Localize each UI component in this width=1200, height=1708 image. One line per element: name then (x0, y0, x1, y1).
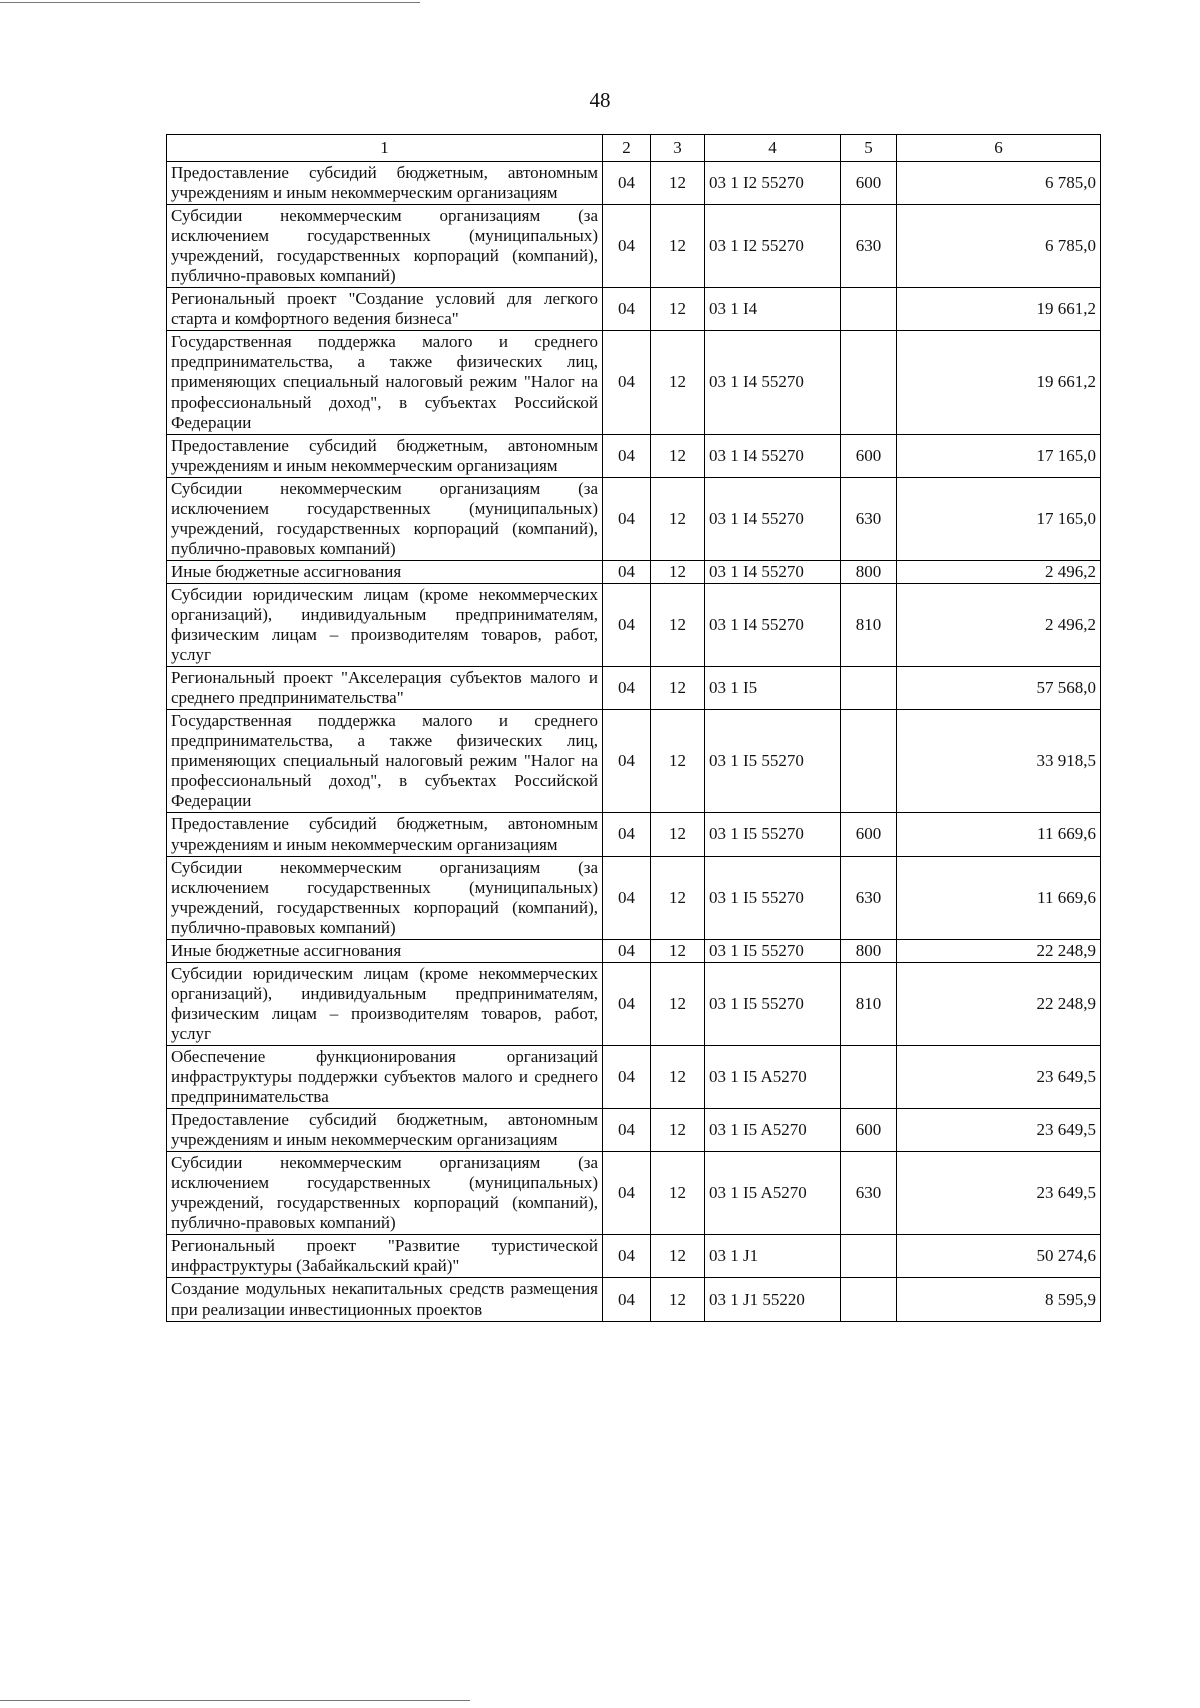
section-code: 04 (603, 288, 651, 331)
row-name: Государственная поддержка малого и среднего предпринимательства, а также физических лиц, применяющих специальный налоговый режим "Налог на профессиональный доход", в субъектах Российской Федерации (167, 331, 603, 434)
section-code: 04 (603, 560, 651, 583)
target-article-code: 03 1 I5 A5270 (705, 1109, 841, 1152)
expense-type-code (841, 1045, 897, 1108)
section-code: 04 (603, 856, 651, 939)
row-name: Предоставление субсидий бюджетным, автономным учреждениям и иным некоммерческим организациям (167, 162, 603, 205)
subsection-code: 12 (651, 477, 705, 560)
table-row (167, 1045, 1101, 1108)
section-code: 04 (603, 583, 651, 666)
subsection-code: 12 (651, 583, 705, 666)
subsection-code: 12 (651, 1235, 705, 1278)
header-cell: 6 (897, 135, 1101, 162)
table-row (167, 1278, 1101, 1321)
header-cell: 3 (651, 135, 705, 162)
amount: 57 568,0 (897, 667, 1101, 710)
section-code: 04 (603, 477, 651, 560)
section-code: 04 (603, 667, 651, 710)
section-code: 04 (603, 710, 651, 813)
table-row (167, 331, 1101, 434)
section-code: 04 (603, 1278, 651, 1321)
table-row (167, 856, 1101, 939)
amount: 2 496,2 (897, 583, 1101, 666)
subsection-code: 12 (651, 162, 705, 205)
amount: 11 669,6 (897, 813, 1101, 856)
section-code: 04 (603, 205, 651, 288)
expense-type-code: 630 (841, 205, 897, 288)
expense-type-code: 600 (841, 434, 897, 477)
target-article-code: 03 1 I4 55270 (705, 434, 841, 477)
row-name: Создание модульных некапитальных средств размещения при реализации инвестиционных проектов (167, 1278, 603, 1321)
expense-type-code: 800 (841, 560, 897, 583)
row-name: Субсидии некоммерческим организациям (за исключением государственных (муниципальных) учреждений, государственных корпораций (компаний), публично-правовых компаний) (167, 856, 603, 939)
subsection-code: 12 (651, 560, 705, 583)
subsection-code: 12 (651, 667, 705, 710)
table-header-row (167, 135, 1101, 162)
row-name: Субсидии некоммерческим организациям (за исключением государственных (муниципальных) учреждений, государственных корпораций (компаний), публично-правовых компаний) (167, 477, 603, 560)
subsection-code: 12 (651, 962, 705, 1045)
table-row (167, 288, 1101, 331)
expense-type-code (841, 288, 897, 331)
section-code: 04 (603, 962, 651, 1045)
table-row (167, 477, 1101, 560)
expense-type-code (841, 667, 897, 710)
subsection-code: 12 (651, 1045, 705, 1108)
target-article-code: 03 1 I4 (705, 288, 841, 331)
table-row (167, 560, 1101, 583)
section-code: 04 (603, 1109, 651, 1152)
header-cell: 5 (841, 135, 897, 162)
amount: 6 785,0 (897, 162, 1101, 205)
table-row (167, 583, 1101, 666)
target-article-code: 03 1 I5 55270 (705, 939, 841, 962)
amount: 8 595,9 (897, 1278, 1101, 1321)
row-name: Региональный проект "Создание условий для легкого старта и комфортного ведения бизнеса" (167, 288, 603, 331)
expense-type-code: 810 (841, 583, 897, 666)
expense-type-code: 600 (841, 813, 897, 856)
table-row (167, 710, 1101, 813)
target-article-code: 03 1 I2 55270 (705, 205, 841, 288)
subsection-code: 12 (651, 710, 705, 813)
table-row (167, 1235, 1101, 1278)
row-name: Субсидии юридическим лицам (кроме некоммерческих организаций), индивидуальным предпринимателям, физическим лицам – производителям товаров, работ, услуг (167, 583, 603, 666)
amount: 6 785,0 (897, 205, 1101, 288)
row-name: Региональный проект "Акселерация субъектов малого и среднего предпринимательства" (167, 667, 603, 710)
subsection-code: 12 (651, 288, 705, 331)
row-name: Иные бюджетные ассигнования (167, 560, 603, 583)
target-article-code: 03 1 I5 A5270 (705, 1045, 841, 1108)
target-article-code: 03 1 I4 55270 (705, 560, 841, 583)
expense-type-code: 630 (841, 477, 897, 560)
row-name: Региональный проект "Развитие туристической инфраструктуры (Забайкальский край)" (167, 1235, 603, 1278)
row-name: Предоставление субсидий бюджетным, автономным учреждениям и иным некоммерческим организациям (167, 813, 603, 856)
amount: 17 165,0 (897, 477, 1101, 560)
amount: 23 649,5 (897, 1109, 1101, 1152)
amount: 19 661,2 (897, 288, 1101, 331)
table-row (167, 813, 1101, 856)
table-row (167, 939, 1101, 962)
row-name: Обеспечение функционирования организаций инфраструктуры поддержки субъектов малого и среднего предпринимательства (167, 1045, 603, 1108)
target-article-code: 03 1 I5 55270 (705, 962, 841, 1045)
expense-type-code (841, 331, 897, 434)
amount: 22 248,9 (897, 939, 1101, 962)
amount: 17 165,0 (897, 434, 1101, 477)
subsection-code: 12 (651, 1278, 705, 1321)
amount: 19 661,2 (897, 331, 1101, 434)
section-code: 04 (603, 1152, 651, 1235)
scan-edge-bottom (0, 1700, 470, 1701)
expense-type-code: 600 (841, 162, 897, 205)
amount: 23 649,5 (897, 1152, 1101, 1235)
expense-type-code (841, 710, 897, 813)
target-article-code: 03 1 J1 55220 (705, 1278, 841, 1321)
table-row (167, 434, 1101, 477)
section-code: 04 (603, 331, 651, 434)
target-article-code: 03 1 I5 A5270 (705, 1152, 841, 1235)
table-row (167, 162, 1101, 205)
header-cell: 4 (705, 135, 841, 162)
budget-table (166, 134, 1101, 1322)
amount: 50 274,6 (897, 1235, 1101, 1278)
subsection-code: 12 (651, 856, 705, 939)
target-article-code: 03 1 I4 55270 (705, 331, 841, 434)
section-code: 04 (603, 1235, 651, 1278)
target-article-code: 03 1 I5 (705, 667, 841, 710)
table-row (167, 962, 1101, 1045)
subsection-code: 12 (651, 1152, 705, 1235)
subsection-code: 12 (651, 1109, 705, 1152)
section-code: 04 (603, 434, 651, 477)
table-row (167, 1152, 1101, 1235)
row-name: Предоставление субсидий бюджетным, автономным учреждениям и иным некоммерческим организациям (167, 1109, 603, 1152)
subsection-code: 12 (651, 939, 705, 962)
expense-type-code: 630 (841, 1152, 897, 1235)
expense-type-code (841, 1278, 897, 1321)
row-name: Государственная поддержка малого и среднего предпринимательства, а также физических лиц, применяющих специальный налоговый режим "Налог на профессиональный доход", в субъектах Российской Федерации (167, 710, 603, 813)
subsection-code: 12 (651, 205, 705, 288)
target-article-code: 03 1 J1 (705, 1235, 841, 1278)
target-article-code: 03 1 I4 55270 (705, 583, 841, 666)
target-article-code: 03 1 I5 55270 (705, 813, 841, 856)
amount: 23 649,5 (897, 1045, 1101, 1108)
amount: 11 669,6 (897, 856, 1101, 939)
row-name: Предоставление субсидий бюджетным, автономным учреждениям и иным некоммерческим организациям (167, 434, 603, 477)
subsection-code: 12 (651, 813, 705, 856)
row-name: Субсидии некоммерческим организациям (за исключением государственных (муниципальных) учреждений, государственных корпораций (компаний), публично-правовых компаний) (167, 1152, 603, 1235)
amount: 33 918,5 (897, 710, 1101, 813)
page-number: 48 (589, 88, 611, 112)
section-code: 04 (603, 162, 651, 205)
row-name: Субсидии некоммерческим организациям (за исключением государственных (муниципальных) учреждений, государственных корпораций (компаний), публично-правовых компаний) (167, 205, 603, 288)
subsection-code: 12 (651, 331, 705, 434)
expense-type-code: 600 (841, 1109, 897, 1152)
target-article-code: 03 1 I5 55270 (705, 710, 841, 813)
expense-type-code (841, 1235, 897, 1278)
header-cell: 1 (167, 135, 603, 162)
scan-edge-top (0, 2, 420, 3)
row-name: Иные бюджетные ассигнования (167, 939, 603, 962)
expense-type-code: 630 (841, 856, 897, 939)
table-row (167, 1109, 1101, 1152)
target-article-code: 03 1 I4 55270 (705, 477, 841, 560)
expense-type-code: 800 (841, 939, 897, 962)
table-row (167, 205, 1101, 288)
section-code: 04 (603, 1045, 651, 1108)
amount: 22 248,9 (897, 962, 1101, 1045)
expense-type-code: 810 (841, 962, 897, 1045)
amount: 2 496,2 (897, 560, 1101, 583)
target-article-code: 03 1 I2 55270 (705, 162, 841, 205)
target-article-code: 03 1 I5 55270 (705, 856, 841, 939)
subsection-code: 12 (651, 434, 705, 477)
header-cell: 2 (603, 135, 651, 162)
table-row (167, 667, 1101, 710)
row-name: Субсидии юридическим лицам (кроме некоммерческих организаций), индивидуальным предпринимателям, физическим лицам – производителям товаров, работ, услуг (167, 962, 603, 1045)
section-code: 04 (603, 813, 651, 856)
section-code: 04 (603, 939, 651, 962)
